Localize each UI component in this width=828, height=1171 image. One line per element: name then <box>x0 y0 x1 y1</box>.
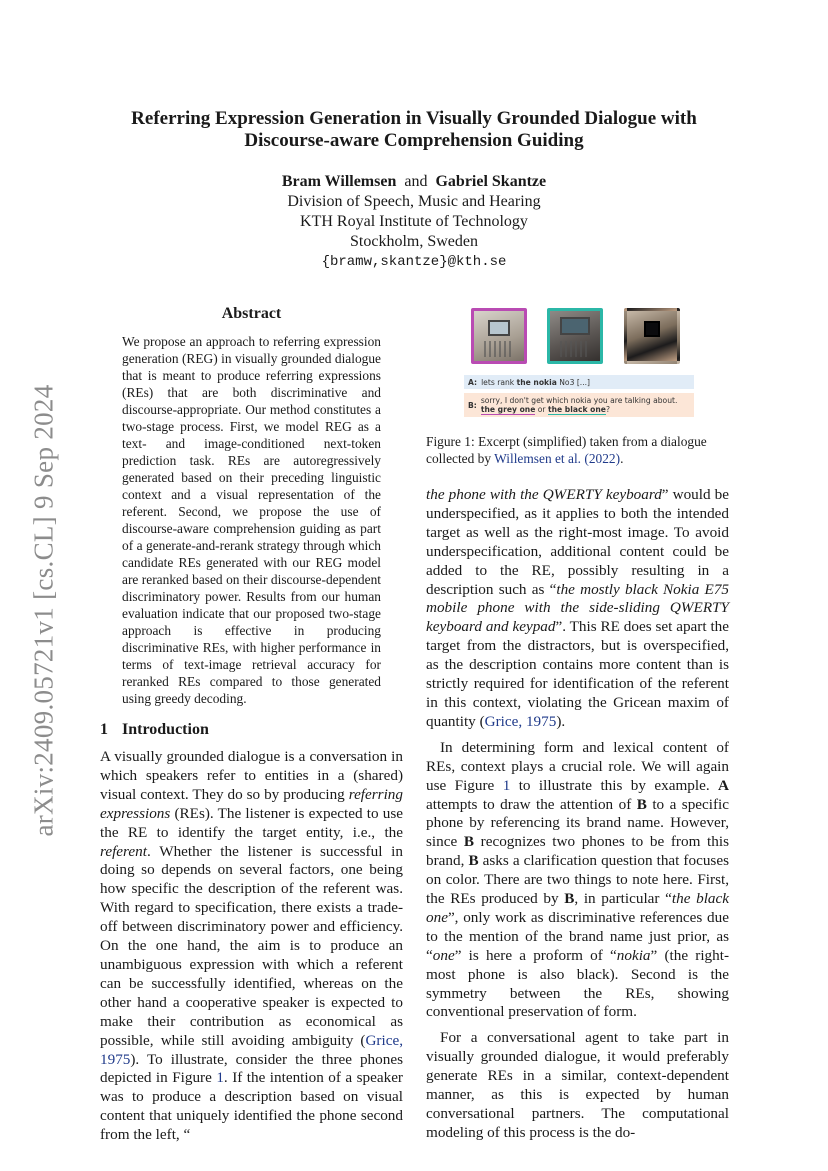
title-line-2: Discourse-aware Comprehension Guiding <box>244 130 584 151</box>
dialogue-turn-b <box>464 393 694 417</box>
citation-link[interactable]: Grice, 1975 <box>484 712 557 730</box>
affiliation-line-2: KTH Royal Institute of Technology <box>300 213 528 230</box>
title-line-1: Referring Expression Generation in Visually Grounded Dialogue with <box>131 108 697 129</box>
figure-reference-link[interactable]: 1 <box>216 1069 224 1087</box>
author-1: Bram Willemsen <box>281 173 397 190</box>
speaker-b-label: B: <box>468 401 477 410</box>
dialogue-turn-a: A: lets rank the nokia No3 [...] <box>464 375 694 389</box>
section-heading <box>100 721 403 739</box>
intro-paragraph-1-cont: the phone with the QWERTY keyboard” would be underspecified, as it applies to both the intended target as well as the right-most image. To avoid underspecification, additional content could be added to the RE, possibly resulting in a description such as “the mostly black Nokia E75 mobile phone with the side-sliding QWERTY keyboard and keypad”. This RE does set apart the target from the distractors, but is overspecified, as the description contains more content than is strictly required for identification of the referent in this context, violating the Gricean maxim of quantity (Grice, 1975). <box>426 486 730 730</box>
dialogue-b-line-1: sorry, I don't get which nokia you are talking about. <box>480 396 678 405</box>
phone-image-grey <box>471 308 527 364</box>
phone-image-black-slider <box>547 308 603 364</box>
abstract-body: We propose an approach to referring expression generation (REG) in visually grounded dialogue that is meant to produce referring expressions (REs) that are both discriminative and discourse-appropriate. Our method constitutes a two-stage process. First, we model REG as a text- and image-conditioned next-token prediction task. REs are autoregressively generated based on their preceding linguistic context and a visual representation of the referent. Second, we propose the use of discourse-aware comprehension guiding as part of a generate-and-rerank strategy through which candidate REs generated with our REG model are reranked based on their discourse-dependent discriminatory power. Results from our human evaluation indicate that our proposed two-stage approach is effective in producing discriminative REs, with higher performance in terms of text-image retrieval accuracy for reranked REs compared to those generated using greedy decoding. <box>122 334 381 706</box>
intro-paragraph-3: For a conversational agent to take part in visually grounded dialogue, it would preferably generate REs in a similar, context-dependent manner, as this is expected by human conversational partners. The computational modeling of this process is the do- <box>426 1029 729 1141</box>
intro-paragraph-1: A visually grounded dialogue is a conversation in which speakers refer to entities in a (shared) visual context. They do so by producing referring expressions (REs). The listener is expected to use the RE to identify the target entity, i.e., the referent. Whether the listener is successful in doing so depends on several factors, one being how specific the description of the referent was. With regard to specification, there exists a trade-off between discriminatory power and efficiency. On the one hand, the aim is to produce an unambiguous expression with which a referent can be successfully identified, whereas on the other hand a cooperative speaker is expected to make their contribution as economical as possible, while still avoiding ambiguity (Grice, 1975). To illustrate, consider the three phones depicted in Figure 1. If the intention of a speaker was to produce a description based on visual content that uniquely identified the phone second from the left, “ <box>100 748 403 1144</box>
affiliation-line-1: Division of Speech, Music and Hearing <box>287 193 541 210</box>
author-2: Gabriel Skantze <box>435 173 547 190</box>
author-conjunction: and <box>404 173 428 190</box>
author-email: {bramw,skantze}@kth.se <box>321 254 507 270</box>
paper-title <box>100 108 728 152</box>
citation-link[interactable]: Grice, 1975 <box>100 1031 403 1068</box>
arxiv-identifier-text: arXiv:2409.05721v1 [cs.CL] 9 Sep 2024 <box>28 383 59 837</box>
figure-reference-link[interactable]: 1 <box>502 776 511 794</box>
left-column <box>100 305 403 1145</box>
author-names <box>100 172 728 192</box>
dialogue-b-line-2: the grey one or the black one? <box>480 405 610 414</box>
section-number: 1 <box>100 721 108 738</box>
right-column <box>426 305 729 1143</box>
speaker-a-label: A: <box>468 378 478 387</box>
author-block <box>100 172 728 272</box>
citation-link[interactable]: Willemsen et al. (2022) <box>494 451 621 466</box>
figure-caption: Figure 1: Excerpt (simplified) taken from a dialogue collected by Willemsen et al. (2022). <box>426 434 707 466</box>
abstract-heading: Abstract <box>221 305 282 322</box>
phone-image-black-hand <box>624 308 680 364</box>
figure-1 <box>426 305 729 417</box>
intro-paragraph-2: In determining form and lexical content of REs, context plays a crucial role. We will again use Figure 1 to illustrate this by example. A attempts to draw the attention of B to a specific phone by referencing its brand name. However, since B recognizes two phones to be from this brand, B asks a clarification question that focuses on color. There are two things to note here. First, the REs produced by B, in particular “the black one”, only work as discriminative references due to the mention of the brand name just prior, as “one” is here a proform of “nokia” (the right-most phone is also black). Second is the symmetry between the REs, showing conventional preservation of form. <box>426 738 730 1021</box>
arxiv-identifier <box>14 375 74 845</box>
affiliation-line-3: Stockholm, Sweden <box>350 233 478 250</box>
section-title: Introduction <box>122 721 209 738</box>
